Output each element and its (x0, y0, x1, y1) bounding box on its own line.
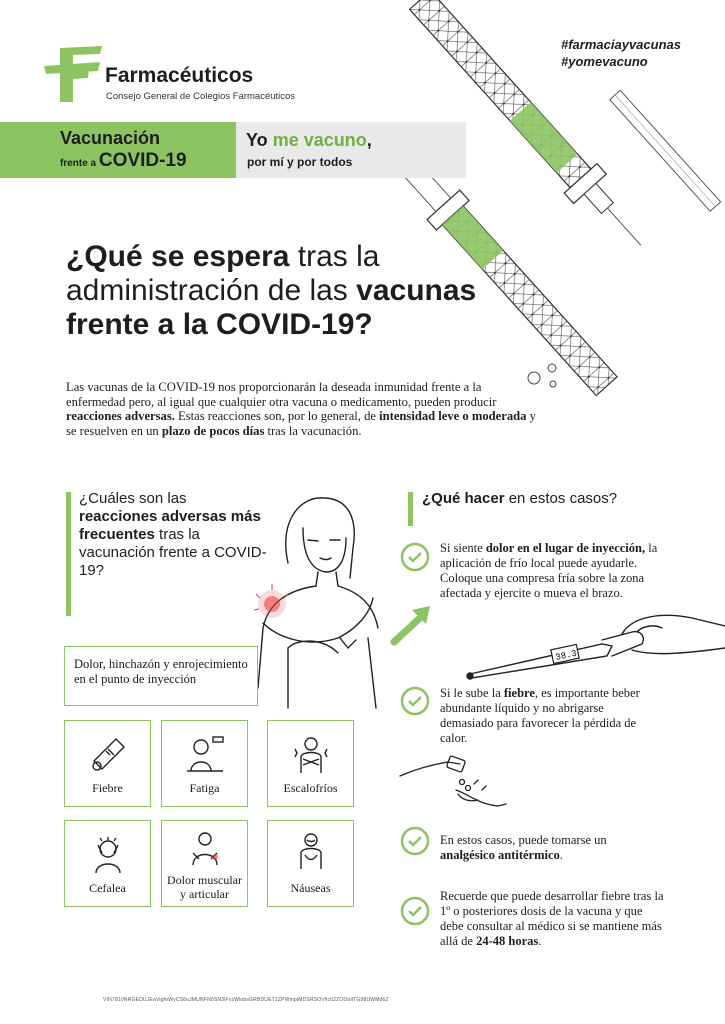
intro-text-1: Las vacunas de la COVID-19 nos proporcionarán la deseada inmunidad frente a la enfermedad pero, al igual que cualquier otra vacuna o medicamento, pueden producir (66, 380, 497, 409)
left-q-text-1: ¿Cuáles son las (79, 490, 187, 507)
advice-3-text-1: En estos casos, puede tomarse un (440, 833, 607, 847)
footer-verification-code: VIN7810NRGEDUJEaVigfeWyCS6oJMUNFN0SN3lFxzWlobsGRBDUET1ZPWmpiMDSRSOVllclt2ZOOollTG98UWMd6Z (103, 997, 389, 1003)
symptom-fatiga-label: Fatiga (189, 781, 220, 795)
symptom-fiebre-label: Fiebre (92, 781, 123, 795)
intro-text-4: tras la vacunación. (264, 423, 362, 438)
left-question-bar (66, 492, 71, 616)
intro-text-2: Estas reacciones son, por lo general, de (174, 409, 380, 423)
logo-subtitle: Consejo General de Colegios Farmacéuticos (106, 91, 296, 102)
hashtag-yomevacuno[interactable]: #yomevacuno (561, 54, 648, 69)
advice-3-text-2: . (559, 848, 563, 862)
pills-hand-illustration (398, 754, 508, 824)
left-question (79, 490, 269, 580)
tired-person-icon (183, 735, 227, 775)
advice-1-text-1: Si siente (440, 541, 486, 555)
check-circle-icon (400, 686, 430, 716)
thermometer-icon (88, 735, 128, 775)
check-circle-icon (400, 826, 430, 856)
band-me-vacuno: me vacuno (272, 130, 367, 150)
muscle-pain-icon (185, 831, 225, 867)
symptom-cefalea-label: Cefalea (89, 881, 126, 895)
left-q-text-2: tras la vacunación frente a COVID-19? (79, 526, 267, 579)
title-bold-1: ¿Qué se espera (66, 240, 290, 273)
band-comma: , (366, 130, 372, 150)
logo-name: Farmacéuticos (105, 64, 254, 87)
symptom-escalofrios-label: Escalofríos (283, 781, 338, 795)
band-covid (60, 150, 187, 172)
advice-analgesic (440, 833, 660, 863)
symptom-nauseas-label: Náuseas (290, 881, 331, 895)
thermometer-hand-illustration (462, 604, 725, 684)
title-bold-2: vacunas frente a la COVID-19? (66, 274, 477, 341)
symptom-fiebre (64, 720, 151, 807)
symptom-dolor-muscular (161, 820, 248, 907)
right-q-text: en estos casos? (504, 490, 618, 507)
page-title (66, 240, 486, 342)
band-covid-19: COVID-19 (98, 150, 187, 171)
symptom-cefalea (64, 820, 151, 907)
shivering-person-icon (291, 735, 331, 775)
arrow-right-icon (390, 598, 440, 648)
right-q-bold: ¿Qué hacer (422, 490, 505, 507)
advice-3-bold: analgésico antitérmico (440, 848, 560, 862)
intro-bold-3: plazo de pocos días (161, 423, 265, 438)
symptom-escalofrios (267, 720, 354, 807)
right-question-bar (408, 492, 413, 526)
advice-fever (440, 686, 660, 746)
band-yo: Yo (246, 130, 268, 150)
left-q-bold: reacciones adversas más frecuentes (79, 508, 261, 543)
intro-text-3: y se resuelven en un (66, 409, 536, 438)
advice-2-text-1: Si le sube la (440, 686, 504, 700)
title-normal-1: tras la administración de las (66, 240, 380, 307)
thermometer-reading: 38.3 (554, 648, 578, 663)
nauseous-person-icon (291, 831, 331, 871)
advice-injection-pain (440, 541, 680, 601)
symptom-dolor-label-2: y articular (180, 887, 229, 901)
band-vacunacion: Vacunación (60, 128, 161, 148)
pharmacy-cross-logo-icon (42, 44, 106, 104)
band-por-mi: por mí y por todos (247, 155, 353, 169)
band-frente-a: frente a (60, 158, 97, 169)
advice-4-text-1: Recuerde que puede desarrollar fiebre tras la 1º o posteriores dosis de la vacuna y que debe consultar al médico si se mantiene más allá de (440, 889, 664, 948)
check-circle-icon (400, 542, 430, 572)
woman-holding-arm-illustration (248, 488, 398, 710)
advice-2-text-2: , es importante beber abundante líquido y no abrigarse demasiado para favorecer la pérdida de calor. (440, 686, 640, 745)
band-yo-me-vacuno (246, 130, 372, 151)
intro-paragraph (66, 380, 536, 438)
headache-icon (88, 835, 128, 875)
advice-1-text-2: la aplicación de frío local puede ayudarle. Coloque una compresa fría sobre la zona afectada y ejercite o mueva el brazo. (440, 541, 658, 600)
symptom-dolor-label-1: Dolor muscular (167, 873, 242, 887)
advice-1-bold: dolor en el lugar de inyección, (485, 541, 646, 555)
advice-4-text-2: . (538, 934, 542, 948)
right-question (422, 490, 622, 508)
injection-site-pain-box: Dolor, hinchazón y enrojecimiento en el punto de inyección (64, 646, 258, 706)
intro-bold-2: intensidad leve o moderada (379, 409, 527, 423)
check-circle-icon (400, 896, 430, 926)
symptom-fatiga (161, 720, 248, 807)
intro-bold-1: reacciones adversas. (66, 409, 175, 423)
symptom-nauseas (267, 820, 354, 907)
advice-4-bold: 24-48 horas (476, 934, 539, 948)
advice-consult-doctor (440, 889, 665, 949)
hashtag-farmacia[interactable]: #farmaciayvacunas (561, 37, 681, 52)
advice-2-bold: fiebre (503, 686, 535, 700)
